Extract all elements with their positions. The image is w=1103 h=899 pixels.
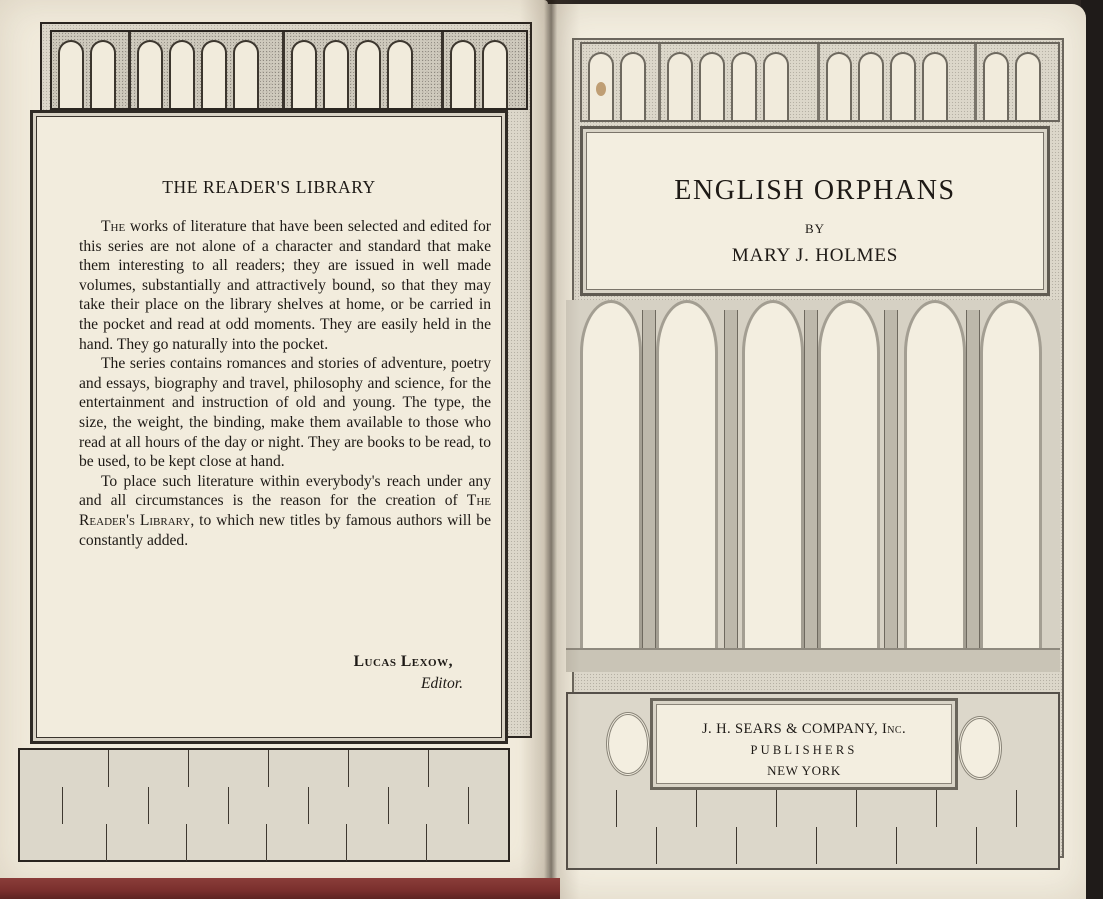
- quatrefoil-ornament-icon: [958, 716, 1002, 780]
- arch-window-icon: [763, 52, 789, 120]
- drop-lead: The: [101, 218, 126, 235]
- gothic-arch-icon: [818, 300, 880, 650]
- arch-window-icon: [169, 40, 195, 108]
- arch-window-icon: [482, 40, 508, 108]
- arch-window-icon: [323, 40, 349, 108]
- series-heading: THE READER'S LIBRARY: [162, 177, 376, 197]
- series-description: [79, 217, 491, 550]
- author-name: MARY J. HOLMES: [731, 245, 899, 266]
- gothic-arch-icon: [656, 300, 718, 650]
- publisher-name: [653, 721, 955, 738]
- byline-label: BY: [804, 221, 826, 236]
- arch-group: [444, 32, 526, 108]
- column: [804, 310, 818, 662]
- arch-window-icon: [137, 40, 163, 108]
- arch-window-icon: [983, 52, 1009, 120]
- arch-window-icon: [450, 40, 476, 108]
- arch-window-icon: [667, 52, 693, 120]
- arch-group: [582, 44, 661, 120]
- publisher-city: NEW YORK: [767, 763, 841, 778]
- arch-window-icon: [858, 52, 884, 120]
- arch-window-icon: [699, 52, 725, 120]
- column: [724, 310, 738, 662]
- arch-window-icon: [291, 40, 317, 108]
- arch-group: [661, 44, 820, 120]
- arch-window-icon: [387, 40, 413, 108]
- editor-title: Editor.: [420, 675, 463, 692]
- gothic-arch-icon: [742, 300, 804, 650]
- column: [642, 310, 656, 662]
- series-name: The Reader's Library: [79, 492, 491, 529]
- arch-window-icon: [355, 40, 381, 108]
- paragraph-text: works of literature that have been selected and edited for this series are not alone of a character and standard that make them interesting to all readers; they are issued in well made volumes, substantially and attractively bound, so that they may take their place on the library shelves at home, or be carried in the pocket and read at odd moments. They are easily held in the hand. They go naturally into the pocket.: [79, 218, 491, 353]
- paper-stain: [596, 82, 606, 96]
- left-arch-frieze: [50, 30, 528, 110]
- book-cover-edge: [0, 878, 560, 899]
- arch-window-icon: [201, 40, 227, 108]
- left-brick-base: [18, 748, 510, 862]
- gothic-arch-icon: [980, 300, 1042, 650]
- arch-group: [977, 44, 1058, 120]
- arch-window-icon: [890, 52, 916, 120]
- paragraph: [79, 472, 491, 550]
- brick-row: [20, 824, 508, 861]
- book-title: ENGLISH ORPHANS: [674, 175, 956, 206]
- quatrefoil-ornament-icon: [606, 712, 650, 776]
- publisher-suffix: Inc.: [882, 721, 906, 737]
- column: [966, 310, 980, 662]
- arch-window-icon: [90, 40, 116, 108]
- arch-group: [285, 32, 444, 108]
- paragraph-text: To place such literature within everybody's reach under any and all circumstances is the reason for the creation of: [79, 472, 491, 510]
- paragraph: [79, 354, 491, 472]
- arch-window-icon: [826, 52, 852, 120]
- arch-window-icon: [731, 52, 757, 120]
- paragraph-text: , to which new titles by famous authors will be constantly added.: [79, 511, 491, 549]
- brick-row: [20, 787, 508, 824]
- publisher-name-text: J. H. SEARS & COMPANY,: [702, 721, 879, 737]
- publisher-panel: [650, 698, 958, 790]
- brick-row: [20, 750, 508, 787]
- arcade-sill: [566, 648, 1060, 672]
- arch-group: [131, 32, 285, 108]
- gothic-arch-icon: [580, 300, 642, 650]
- arch-window-icon: [1015, 52, 1041, 120]
- column: [884, 310, 898, 662]
- right-arch-frieze: [580, 42, 1060, 122]
- arch-group: [52, 32, 131, 108]
- gothic-arch-icon: [904, 300, 966, 650]
- paragraph-text: The series contains romances and stories of adventure, poetry and essays, biography and travel, philosophy and science, for the entertainment and instruction of old and young. The type, the size, the weight, the binding, make them available to those who read at all hours of the day or night. They are books to be read, to be used, to be kept close at hand.: [79, 355, 491, 471]
- editor-name: Lucas Lexow,: [353, 653, 453, 670]
- publisher-role: PUBLISHERS: [750, 743, 858, 757]
- arch-window-icon: [58, 40, 84, 108]
- paragraph: [79, 217, 491, 354]
- readers-library-panel: [30, 110, 508, 744]
- left-page: [0, 0, 548, 884]
- arch-window-icon: [620, 52, 646, 120]
- title-panel: [580, 126, 1050, 296]
- arch-window-icon: [233, 40, 259, 108]
- brick-row: [568, 827, 1058, 864]
- gothic-arcade-illustration: [566, 300, 1060, 672]
- brick-row: [568, 790, 1058, 827]
- arch-window-icon: [922, 52, 948, 120]
- arch-group: [820, 44, 977, 120]
